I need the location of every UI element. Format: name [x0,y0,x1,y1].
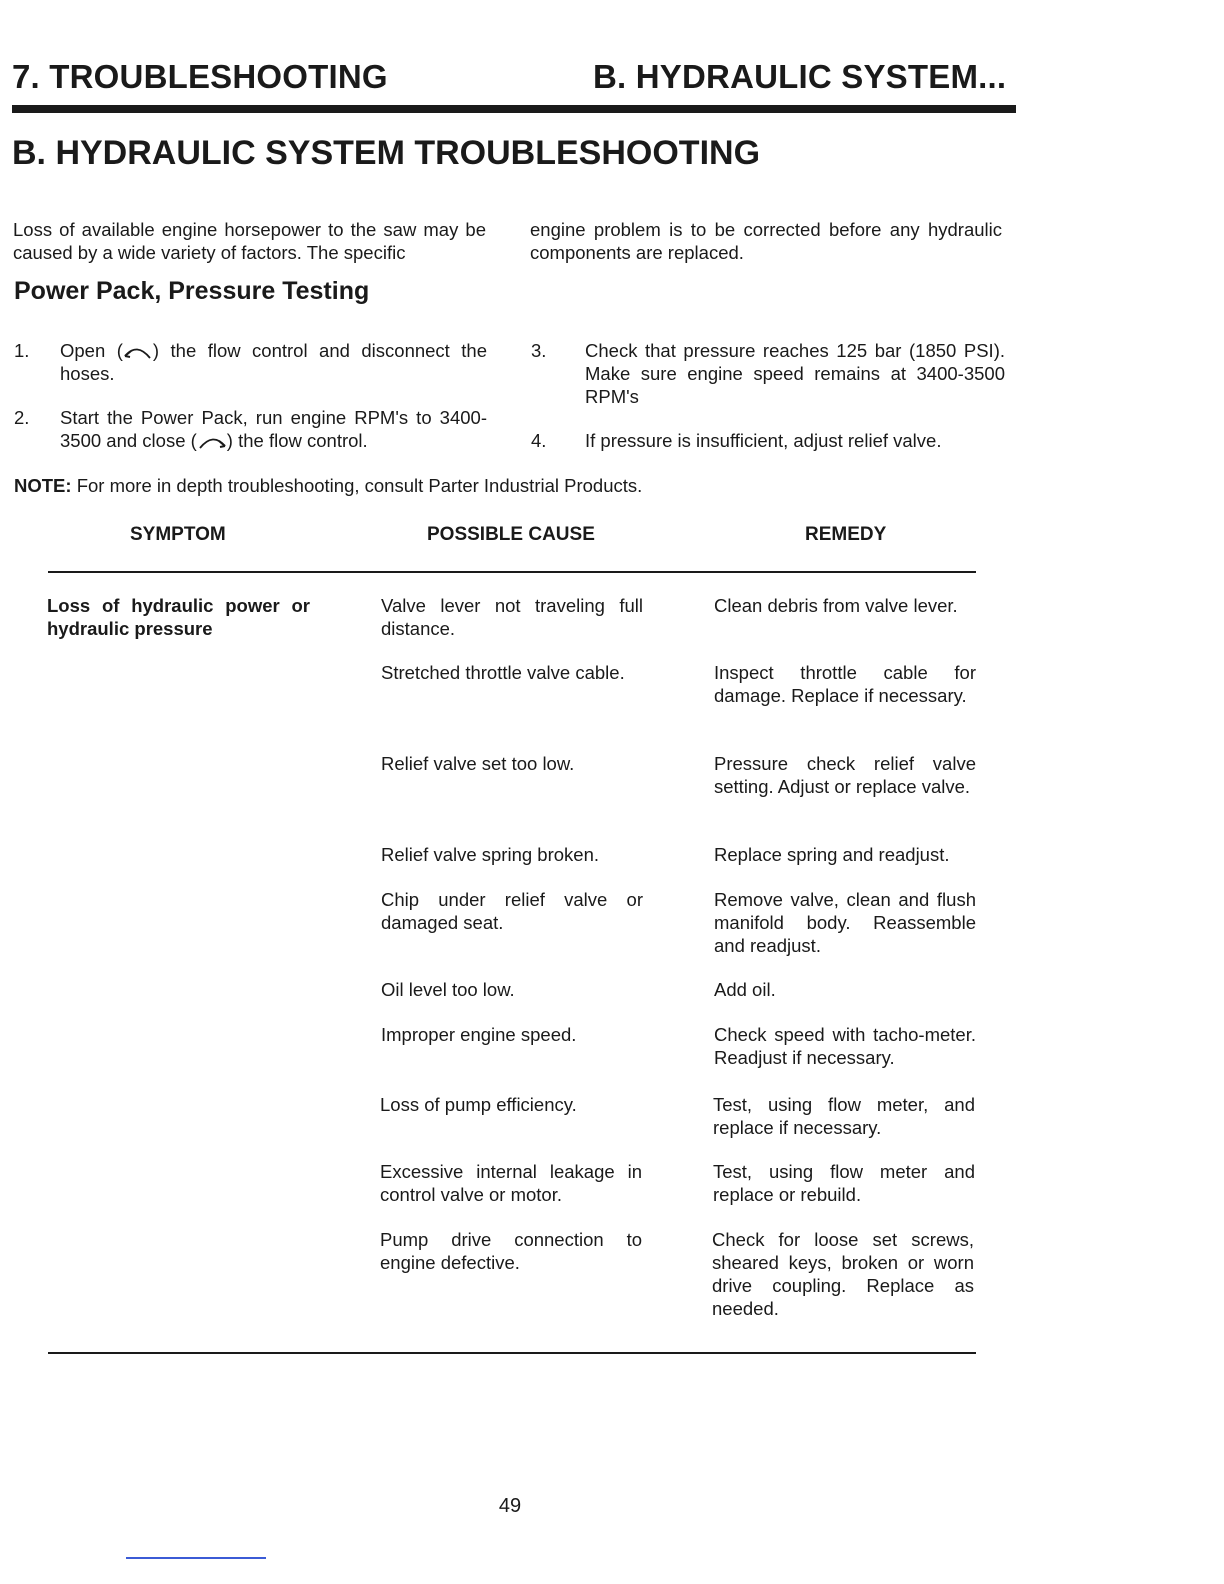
scan-edge-line [126,1557,266,1559]
subheading: Power Pack, Pressure Testing [14,277,370,305]
cause-cell: Stretched throttle valve cable. [381,662,625,683]
chapter-title: 7. TROUBLESHOOTING [12,58,388,95]
step-text: If pressure is insufficient, adjust relief valve. [585,430,942,451]
note-text: For more in depth troubleshooting, consult Parter Industrial Products. [71,475,643,496]
table-bottom-rule [48,1352,976,1354]
remedy-cell: Remove valve, clean and flush manifold body. Reassemble and readjust. [714,889,976,956]
remedy-cell: Check for loose set screws, sheared keys, broken or worn drive coupling. Replace as needed. [712,1229,974,1319]
step-number: 1. [14,340,30,361]
symptom-cell: Loss of hydraulic power or hydraulic pressure [47,595,310,639]
step-text [60,406,487,452]
step-3 [531,339,1005,411]
table-top-rule [48,571,976,573]
page-number: 49 [498,1495,522,1517]
step-number: 4. [531,430,547,451]
remedy-cell: Check speed with tacho-meter. Readjust if necessary. [714,1024,976,1068]
remedy-cell: Add oil. [714,979,776,1000]
remedy-cell: Pressure check relief valve setting. Adjust or replace valve. [714,753,976,797]
step-text-post: ) the flow control and disconnect the hoses. [60,340,488,384]
remedy-cell: Test, using flow meter and replace or rebuild. [713,1161,975,1205]
counterclockwise-arrow-icon [123,344,153,360]
header-remedy: REMEDY [805,524,887,545]
chapter-section: B. HYDRAULIC SYSTEM... [593,58,1007,95]
cause-cell: Oil level too low. [381,979,515,1000]
step-1 [14,339,487,387]
intro-col1: Loss of available engine horsepower to the saw may be caused by a wide variety of factors. The specific [13,219,486,263]
step-text-pre: Start the Power Pack, run engine RPM's to 3400-3500 and close ( [60,407,487,451]
remedy-cell: Clean debris from valve lever. [714,595,958,616]
remedy-cell: Replace spring and readjust. [714,844,950,865]
step-text-pre: Open ( [60,340,123,361]
step-number: 3. [531,340,547,361]
step-2 [14,406,487,454]
step-text [60,339,487,385]
cause-cell: Improper engine speed. [381,1024,577,1045]
cause-cell: Chip under relief valve or damaged seat. [381,889,643,933]
cause-cell: Relief valve set too low. [381,753,575,774]
cause-cell: Excessive internal leakage in control valve or motor. [380,1161,642,1205]
remedy-cell: Inspect throttle cable for damage. Replace if necessary. [714,662,976,706]
header-symptom: SYMPTOM [130,524,226,545]
section-title: B. HYDRAULIC SYSTEM TROUBLESHOOTING [12,134,761,172]
step-text-post: ) the flow control. [226,430,368,451]
remedy-cell: Test, using flow meter, and replace if necessary. [713,1094,975,1138]
cause-cell: Valve lever not traveling full distance. [381,595,643,639]
intro-col2: engine problem is to be corrected before any hydraulic components are replaced. [530,219,1002,263]
cause-cell: Pump drive connection to engine defective. [380,1229,642,1273]
note-label: NOTE: [14,475,72,496]
step-number: 2. [14,407,30,428]
note [14,474,642,497]
header-possible-cause: POSSIBLE CAUSE [427,524,595,545]
cause-cell: Loss of pump efficiency. [380,1094,577,1115]
step-text: Check that pressure reaches 125 bar (1850 PSI). Make sure engine speed remains at 3400-3500 RPM's [585,340,1005,407]
clockwise-arrow-icon [197,434,227,450]
step-4 [531,429,1005,453]
header-rule [12,105,1016,113]
cause-cell: Relief valve spring broken. [381,844,599,865]
